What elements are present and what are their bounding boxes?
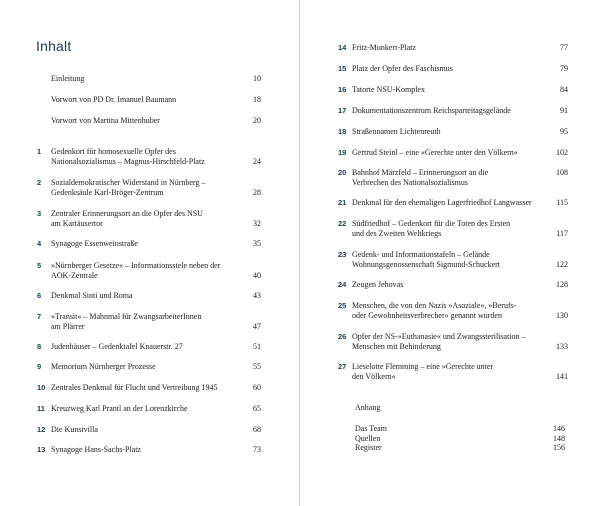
toc-entry-number: 26 <box>338 332 347 341</box>
toc-entry-title: Zeugen Jehovas <box>352 280 404 289</box>
appendix-item-page: 148 <box>553 433 565 443</box>
toc-entry-title: Platz der Opfer des Faschismus <box>352 64 453 73</box>
toc-entry-page: 65 <box>253 404 261 413</box>
toc-entry-number: 24 <box>338 280 347 289</box>
toc-entry-page: 32 <box>253 218 261 228</box>
toc-entry-title: Zentraler Erinnerungsort an die Opfer des NSU am Kartäusertor <box>51 209 203 228</box>
toc-entry-title: Synagoge Hans-Sachs-Platz <box>51 445 141 454</box>
toc-entry-title: Denkmal Sinti und Roma <box>51 291 133 300</box>
toc-entry-page: 24 <box>253 156 261 166</box>
toc-entry-number: 19 <box>338 148 347 157</box>
toc-entry-page: 55 <box>253 362 261 371</box>
toc-entry-page: 77 <box>560 43 568 52</box>
toc-entry-page: 10 <box>253 74 261 83</box>
toc-entry-number: 27 <box>338 362 347 371</box>
toc-entry-number: 8 <box>37 342 42 351</box>
toc-entry-page: 20 <box>253 116 261 125</box>
toc-entry-number: 21 <box>338 198 347 207</box>
toc-entry-page: 84 <box>560 85 568 94</box>
toc-entry-number: 22 <box>338 219 347 228</box>
toc-entry-title: Sozialdemokratischer Widerstand in Nürnberg – Gedenksäule Karl-Bröger-Zentrum <box>51 178 206 197</box>
toc-entry-page: 47 <box>253 321 261 331</box>
toc-entry-page: 51 <box>253 342 261 351</box>
toc-entry-number: 20 <box>338 168 347 177</box>
toc-entry-title: Die Kunstvilla <box>51 425 98 434</box>
toc-entry-number: 5 <box>37 261 42 270</box>
toc-entry-number: 14 <box>338 43 347 52</box>
toc-entry-number: 9 <box>37 362 42 371</box>
toc-entry-number: 2 <box>37 178 42 187</box>
toc-entry-title: Gertrud Steinl – eine »Gerechte unter den Völkern« <box>352 148 518 157</box>
toc-entry-title: Gedenkort für homosexuelle Opfer des Nationalsozialismus – Magnus-Hirschfeld-Platz <box>51 147 205 166</box>
toc-entry-title: Opfer der NS-»Euthanasie« und Zwangssterilisation – Menschen mit Behinderung <box>352 332 526 351</box>
contents-heading: Inhalt <box>36 38 72 54</box>
toc-entry-number: 11 <box>37 404 45 413</box>
appendix-item <box>355 424 565 434</box>
toc-entry-page: 18 <box>253 95 261 104</box>
toc-entry-page: 115 <box>556 198 568 207</box>
appendix-item-title: Quellen <box>355 433 381 443</box>
toc-entry-page: 117 <box>556 228 568 238</box>
toc-entry-page: 73 <box>253 445 261 454</box>
toc-entry-number: 12 <box>37 425 46 434</box>
toc-entry-title: Tatorte NSU-Komplex <box>352 85 425 94</box>
toc-entry-title: Zentrales Denkmal für Flucht und Vertreibung 1945 <box>51 383 218 392</box>
toc-entry-title: Memorium Nürnberger Prozesse <box>51 362 156 371</box>
toc-entry-page: 122 <box>556 259 568 269</box>
toc-entry-title: Kreuzweg Karl Prantl an der Lorenzkirche <box>51 404 188 413</box>
toc-entry-title: Menschen, die von den Nazis »Asoziale«, »Berufs- oder Gewohnheitsverbrecher« genannt wurden <box>352 301 517 320</box>
toc-entry-title: »Nürnberger Gesetze« – Informationsstele neben der AOK-Zentrale <box>51 261 221 280</box>
appendix-item <box>355 443 565 453</box>
toc-entry-page: 35 <box>253 239 261 248</box>
toc-entry-title: Vorwort von PD Dr. Imanuel Baumann <box>51 95 177 104</box>
appendix-item-title: Register <box>355 443 382 452</box>
toc-entry-title: »Transit« – Mahnmal für ZwangsarbeiterInnen am Plärrer <box>51 312 202 331</box>
toc-entry-number: 17 <box>338 106 347 115</box>
appendix-item <box>355 434 565 444</box>
appendix-title: Anhang <box>355 403 381 412</box>
toc-entry-page: 108 <box>556 168 568 177</box>
toc-entry-number: 15 <box>338 64 347 73</box>
toc-entry-title: Dokumentationszentrum Reichsparteitagsgelände <box>352 106 511 115</box>
toc-entry-number: 16 <box>338 85 347 94</box>
toc-entry-page: 130 <box>556 310 568 320</box>
toc-entry-page: 141 <box>556 371 568 381</box>
toc-entry-title: Straßennamen Lichtenreuth <box>352 127 441 136</box>
toc-entry-title: Gedenk- und Informationstafeln – Gelände Wohnungsgenossenschaft Sigmund-Schuckert <box>352 250 500 269</box>
toc-entry-page: 91 <box>560 106 568 115</box>
toc-entry-page: 128 <box>556 280 568 289</box>
toc-entry-title: Denkmal für den ehemaligen Lagerfriedhof Langwasser <box>352 198 532 207</box>
toc-entry-page: 40 <box>253 270 261 280</box>
toc-entry-number: 3 <box>37 209 42 218</box>
toc-entry-title: Lieselotte Flemming – eine »Gerechte unter den Völkern« <box>352 362 494 381</box>
toc-entry-page: 79 <box>560 64 568 73</box>
toc-entry-number: 4 <box>37 239 42 248</box>
toc-entry-page: 102 <box>556 148 568 157</box>
toc-entry-title: Südfriedhof – Gedenkort für die Toten des Ersten und des Zweiten Weltkriegs <box>352 219 511 238</box>
toc-entry-number: 1 <box>37 147 42 156</box>
toc-entry-page: 68 <box>253 425 261 434</box>
toc-entry-title: Vorwort von Martina Mittenhuber <box>51 116 160 125</box>
toc-entry-page: 95 <box>560 127 568 136</box>
appendix-item-page: 146 <box>553 424 565 433</box>
appendix-item-title: Das Team <box>355 424 387 433</box>
toc-entry-page: 60 <box>253 383 261 392</box>
toc-entry-page: 28 <box>253 187 261 197</box>
toc-entry-title: Einleitung <box>51 74 85 83</box>
toc-entry-page: 133 <box>556 341 568 351</box>
toc-entry-title: Bahnhof Märzfeld – Erinnerungsort an die Verbrechen des Nationalsozialismus <box>352 168 489 187</box>
toc-entry-number: 10 <box>37 383 46 392</box>
toc-entry-number: 25 <box>338 301 347 310</box>
appendix-item-page: 156 <box>553 443 565 452</box>
toc-entry-number: 18 <box>338 127 347 136</box>
toc-entry-number: 13 <box>37 445 46 454</box>
toc-entry-number: 6 <box>37 291 42 300</box>
toc-entry-number: 23 <box>338 250 347 259</box>
toc-entry-page: 43 <box>253 291 261 300</box>
toc-entry-number: 7 <box>37 312 42 321</box>
toc-entry-title: Judenhäuser – Gedenktafel Knauerstr. 27 <box>51 342 183 351</box>
toc-entry-title: Synagoge Essenweinstraße <box>51 239 138 248</box>
toc-entry-title: Fritz-Munkert-Platz <box>352 43 416 52</box>
